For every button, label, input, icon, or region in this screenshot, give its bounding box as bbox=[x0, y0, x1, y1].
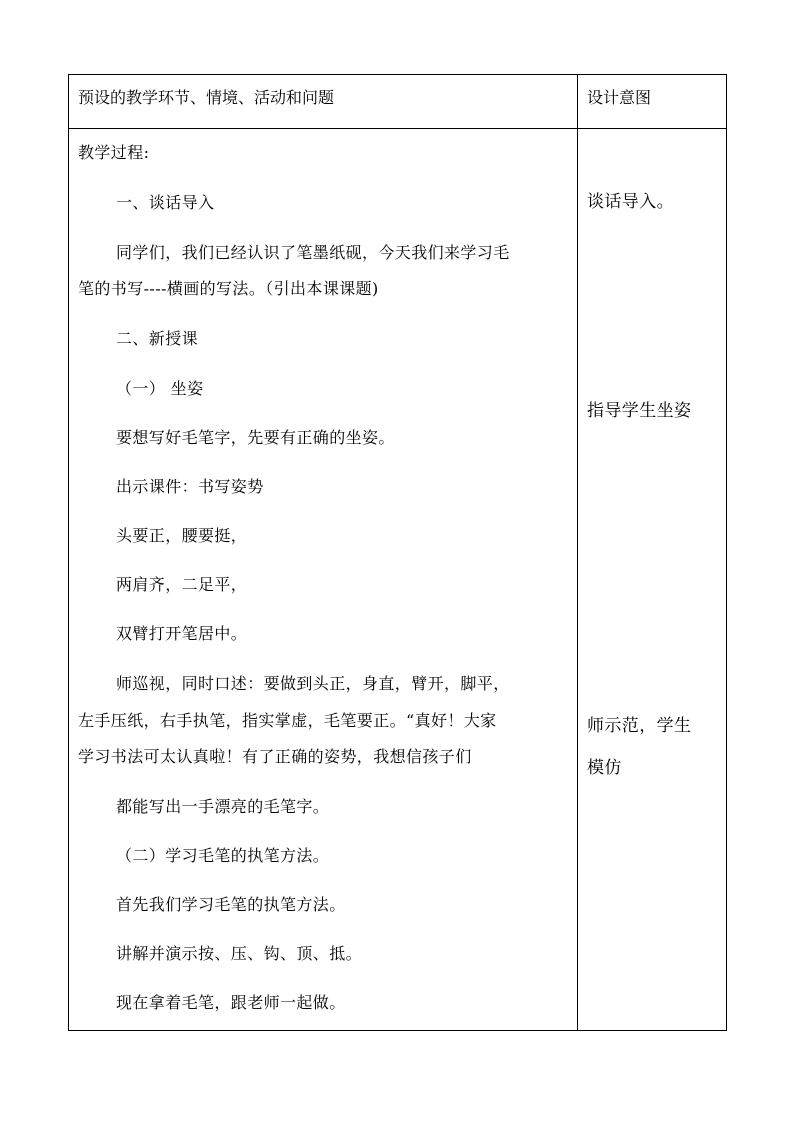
lesson-plan-table bbox=[68, 74, 727, 1031]
content-line: 同学们，我们已经认识了笔墨纸砚，今天我们来学习毛 bbox=[116, 243, 510, 262]
column-divider bbox=[577, 75, 578, 1030]
intent-line: 师示范，学生 bbox=[587, 716, 692, 736]
content-line: 首先我们学习毛笔的执笔方法。 bbox=[116, 895, 346, 914]
intent-line: 模仿 bbox=[587, 758, 622, 778]
content-line: 二、新授课 bbox=[116, 329, 199, 348]
content-line: 要想写好毛笔字，先要有正确的坐姿。 bbox=[116, 428, 395, 447]
content-line: 讲解并演示按、压、钩、顶、抵。 bbox=[116, 944, 363, 963]
header-design-intent: 设计意图 bbox=[587, 88, 652, 107]
content-line: 出示课件：书写姿势 bbox=[116, 477, 264, 496]
content-line: 学习书法可太认真啦！有了正确的姿势，我想信孩子们 bbox=[78, 747, 472, 766]
header-divider bbox=[69, 128, 726, 129]
content-line: 现在拿着毛笔，跟老师一起做。 bbox=[116, 993, 346, 1012]
content-line: 都能写出一手漂亮的毛笔字。 bbox=[116, 797, 330, 816]
content-line: 两肩齐，二足平， bbox=[116, 575, 248, 594]
content-line: 头要正，腰要挺， bbox=[116, 526, 248, 545]
content-line: 一、谈话导入 bbox=[116, 193, 215, 212]
intent-line: 指导学生坐姿 bbox=[587, 401, 692, 421]
content-line: 笔的书写----横画的写法。（引出本课课题) bbox=[78, 279, 379, 298]
content-line: （一） 坐姿 bbox=[116, 379, 204, 398]
intent-line: 谈话导入。 bbox=[587, 192, 674, 212]
header-activities: 预设的教学环节、情境、活动和问题 bbox=[78, 88, 335, 107]
content-line: 教学过程: bbox=[78, 143, 150, 162]
content-line: 师巡视，同时口述：要做到头正，身直，臂开，脚平， bbox=[116, 674, 510, 693]
content-line: 左手压纸，右手执笔，指实掌虚，毛笔要正。“真好！大家 bbox=[78, 711, 497, 730]
content-line: 双臂打开笔居中。 bbox=[116, 624, 248, 643]
content-line: （二）学习毛笔的执笔方法。 bbox=[116, 846, 330, 865]
